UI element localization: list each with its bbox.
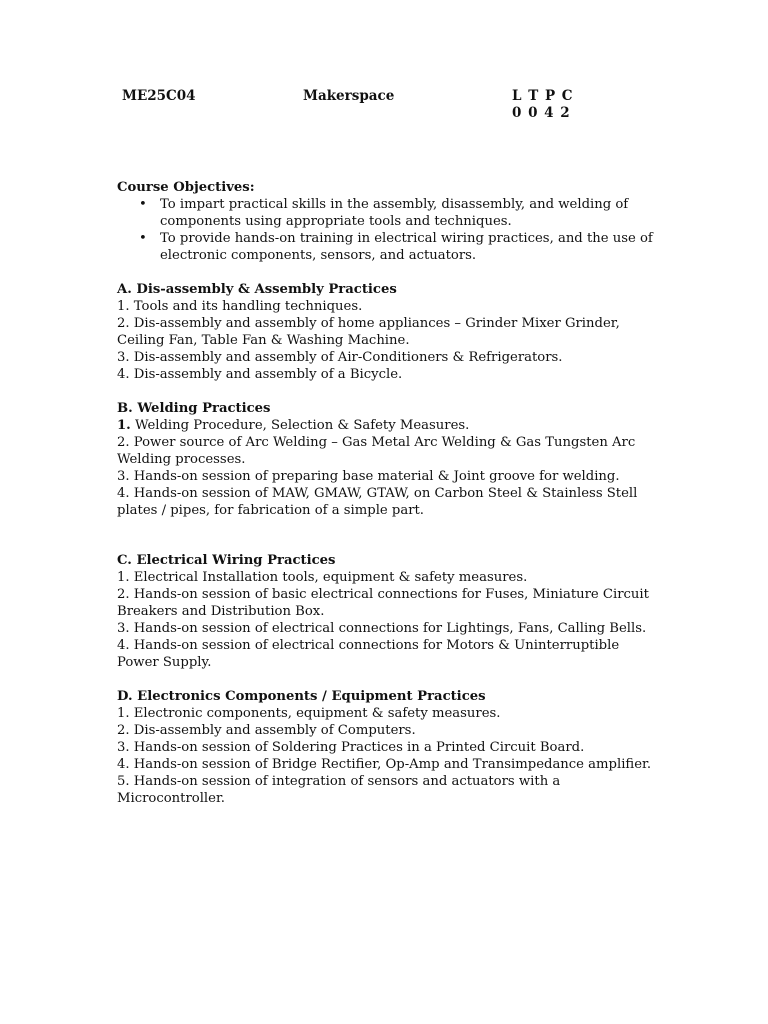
list-item: 2. Power source of Arc Welding – Gas Metal Arc Welding & Gas Tungsten Arc Welding processes. <box>117 435 636 467</box>
list-item: 3. Dis-assembly and assembly of Air-Conditioners & Refrigerators. <box>117 350 563 365</box>
section-b-heading: B. Welding Practices <box>117 401 271 416</box>
course-title: Makerspace <box>303 88 395 104</box>
course-code: ME25C04 <box>122 88 196 104</box>
list-item: 2. Dis-assembly and assembly of Computers. <box>117 723 416 738</box>
objective-item: • To provide hands-on training in electrical wiring practices, and the use of electronic components, sensors, and actuators. <box>117 230 657 264</box>
list-item: 5. Hands-on session of integration of sensors and actuators with a Microcontroller. <box>117 774 561 806</box>
item-text: Welding Procedure, Selection & Safety Measures. <box>134 418 470 433</box>
ltpc-labels: L T P C <box>512 88 574 104</box>
list-item: 4. Hands-on session of electrical connections for Motors & Uninterruptible Power Supply. <box>117 638 620 670</box>
list-item: 1. Tools and its handling techniques. <box>117 299 363 314</box>
list-item: 4. Dis-assembly and assembly of a Bicycle. <box>117 367 403 382</box>
item-number: 1. <box>117 418 131 433</box>
course-content <box>117 179 657 807</box>
ltpc-values: 0 0 4 2 <box>512 105 571 121</box>
list-item: 1. Electrical Installation tools, equipment & safety measures. <box>117 570 528 585</box>
section-b-list <box>117 417 657 519</box>
list-item: 2. Dis-assembly and assembly of home appliances – Grinder Mixer Grinder, Ceiling Fan, Table Fan & Washing Machine. <box>117 316 620 348</box>
list-item: 3. Hands-on session of Soldering Practices in a Printed Circuit Board. <box>117 740 585 755</box>
list-item: 3. Hands-on session of preparing base material & Joint groove for welding. <box>117 469 620 484</box>
section-a-list <box>117 298 657 383</box>
list-item: 4. Hands-on session of MAW, GMAW, GTAW, on Carbon Steel & Stainless Stell plates / pipes, for fabrication of a simple part. <box>117 486 638 518</box>
list-item <box>117 417 657 434</box>
section-a-heading: A. Dis-assembly & Assembly Practices <box>117 282 397 297</box>
list-item: 2. Hands-on session of basic electrical connections for Fuses, Miniature Circuit Breakers and Distribution Box. <box>117 587 649 619</box>
objectives-list <box>117 196 657 264</box>
list-item: 3. Hands-on session of electrical connections for Lightings, Fans, Calling Bells. <box>117 621 647 636</box>
list-item: 1. Electronic components, equipment & safety measures. <box>117 706 501 721</box>
section-d-list <box>117 705 657 807</box>
objectives-heading: Course Objectives: <box>117 180 255 195</box>
ltpc-block <box>512 88 574 122</box>
section-c-heading: C. Electrical Wiring Practices <box>117 553 336 568</box>
list-item: 4. Hands-on session of Bridge Rectifier, Op-Amp and Transimpedance amplifier. <box>117 757 652 772</box>
objective-item: • To impart practical skills in the assembly, disassembly, and welding of components using appropriate tools and techniques. <box>117 196 657 230</box>
section-d-heading: D. Electronics Components / Equipment Practices <box>117 689 486 704</box>
section-c-list <box>117 569 657 671</box>
